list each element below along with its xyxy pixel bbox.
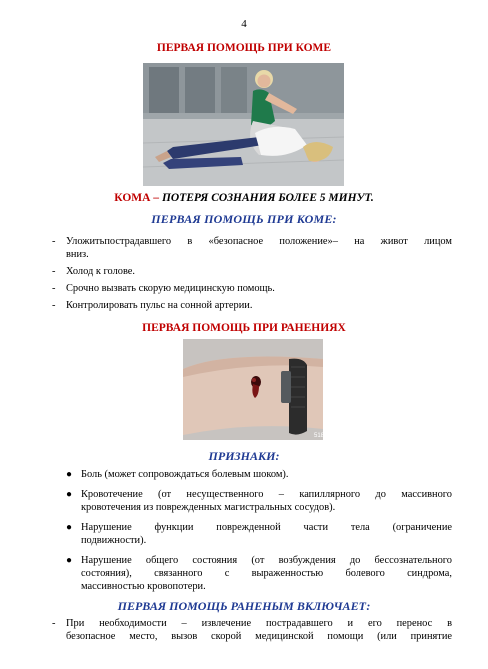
list-item: - При необходимости – извлечение пострадавшего и его перенос в безопасное место, вызов скорой медицинской помощи (или принятие (52, 618, 452, 642)
section-title-coma: ПЕРВАЯ ПОМОЩЬ ПРИ КОМЕ (156, 42, 332, 54)
list-item: ● Кровотечение (от несущественного – капиллярного до массивного кровотечения из поврежденных магистральных сосудов). (66, 489, 452, 513)
section-title-wounds: ПЕРВАЯ ПОМОЩЬ ПРИ РАНЕНИЯХ (142, 322, 346, 334)
signs-list (66, 468, 452, 597)
list-item-line: При необходимости – извлечение пострадавшего и его перенос в (66, 618, 452, 629)
definition-text: ПОТЕРЯ СОЗНАНИЯ БОЛЕЕ 5 МИНУТ. (159, 192, 374, 204)
coma-photo (143, 63, 344, 186)
list-item-line: состояния), связанного с выраженностью болевого синдрома, (81, 568, 452, 579)
wound-illustration (183, 339, 323, 440)
list-item-line: кровотечения из поврежденных магистральных сосудов). (81, 502, 336, 513)
coma-definition (0, 192, 488, 204)
list-item: ● Боль (может сопровождаться болевым шоком). (66, 469, 289, 480)
list-item-line: массивностью кровопотери. (81, 581, 206, 592)
signs-subtitle: ПРИЗНАКИ: (208, 449, 280, 463)
wound-photo (183, 339, 323, 440)
list-item-line: Холод к голове. (66, 266, 136, 277)
list-item-line: Нарушение функции поврежденной части тела (ограничение (81, 522, 452, 533)
list-item-line: вниз. (66, 249, 89, 260)
list-item: - Уложитьпострадавшего в «безопасное положение»– на живот лицом вниз. (52, 236, 452, 260)
page-number: 4 (241, 18, 247, 30)
list-item-line: безопасное место, вызов скорой медицинской помощи (или принятие (66, 631, 452, 642)
coma-aid-subtitle: ПЕРВАЯ ПОМОЩЬ ПРИ КОМЕ: (151, 212, 337, 226)
photo-watermark: 518 (314, 433, 325, 439)
list-item-line: Контролировать пульс на сонной артерии. (66, 300, 253, 311)
coma-illustration (143, 63, 344, 186)
list-item: ● Нарушение функции поврежденной части тела (ограничение подвижности). (66, 522, 452, 546)
list-item-line: Срочно вызвать скорую медицинскую помощь. (66, 283, 275, 294)
list-item: - Срочно вызвать скорую медицинскую помощь. (52, 283, 275, 294)
list-item: - Контролировать пульс на сонной артерии. (52, 300, 253, 311)
list-item-line: Уложитьпострадавшего в «безопасное положение»– на живот лицом (66, 236, 452, 247)
wound-aid-subtitle: ПЕРВАЯ ПОМОЩЬ РАНЕНЫМ ВКЛЮЧАЕТ: (117, 599, 371, 613)
wound-aid-list (52, 617, 452, 647)
coma-aid-list (52, 235, 452, 316)
list-item: - Холод к голове. (52, 266, 136, 277)
list-item-line: Боль (может сопровождаться болевым шоком). (81, 469, 289, 480)
list-item-line: Кровотечение (от несущественного – капиллярного до массивного (81, 489, 452, 500)
definition-term: КОМА – (114, 192, 160, 204)
list-item-line: Нарушение общего состояния (от возбуждения до бессознательного (81, 555, 452, 566)
list-item-line: подвижности). (81, 535, 147, 546)
list-item: ● Нарушение общего состояния (от возбуждения до бессознательного состояния), связанного с выраженностью болевого синдрома, массивностью кровопотери. (66, 555, 452, 592)
